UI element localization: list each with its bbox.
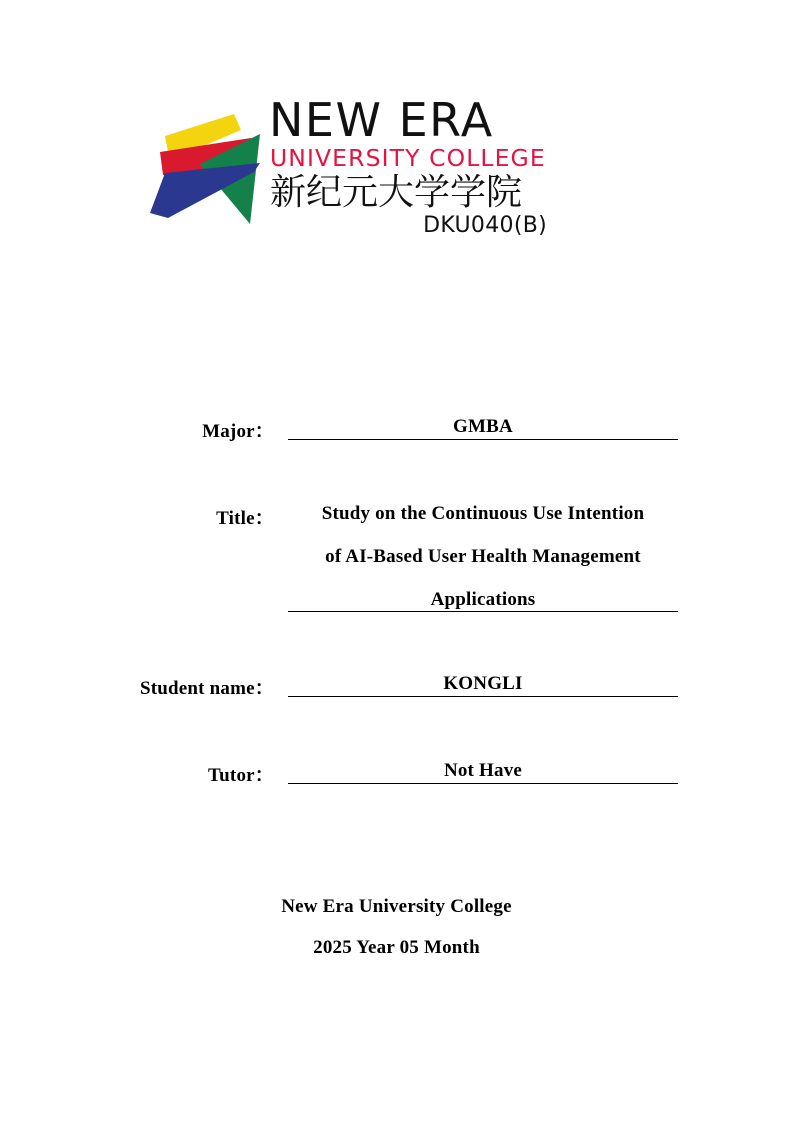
title-value-line-2: of AI-Based User Health Management [325, 546, 641, 567]
institution-logo [138, 95, 548, 255]
logo-text-institution-code: DKU040(B) [423, 213, 547, 238]
student-name-underline [288, 696, 678, 697]
student-name-value-area [288, 673, 678, 695]
logo-wordmark [268, 95, 548, 255]
tutor-label: Tutor： [208, 765, 274, 786]
tutor-underline [288, 783, 678, 784]
major-value: GMBA [453, 416, 513, 437]
title-value-line-1: Study on the Continuous Use Intention [321, 503, 645, 524]
footer-institution-name: New Era University College [281, 896, 512, 917]
logo-text-chinese-name: 新纪元大学学院 [270, 172, 523, 213]
logo-text-new-era: NEW ERA [269, 93, 494, 147]
major-value-area [288, 416, 678, 438]
new-era-swoosh-emblem [138, 100, 266, 228]
footer-date: 2025 Year 05 Month [313, 937, 480, 958]
footer-block [0, 886, 793, 968]
title-value-line-3: Applications [430, 589, 536, 610]
title-underline [288, 611, 678, 612]
tutor-value-area [288, 760, 678, 782]
title-value-area [288, 503, 678, 611]
logo-text-university-college: UNIVERSITY COLLEGE [270, 144, 546, 172]
major-underline [288, 439, 678, 440]
student-name-value: KONGLI [443, 673, 523, 694]
student-name-label: Student name： [139, 678, 274, 699]
title-label: Title： [216, 508, 274, 529]
major-label: Major： [202, 421, 274, 442]
tutor-value: Not Have [443, 760, 523, 781]
